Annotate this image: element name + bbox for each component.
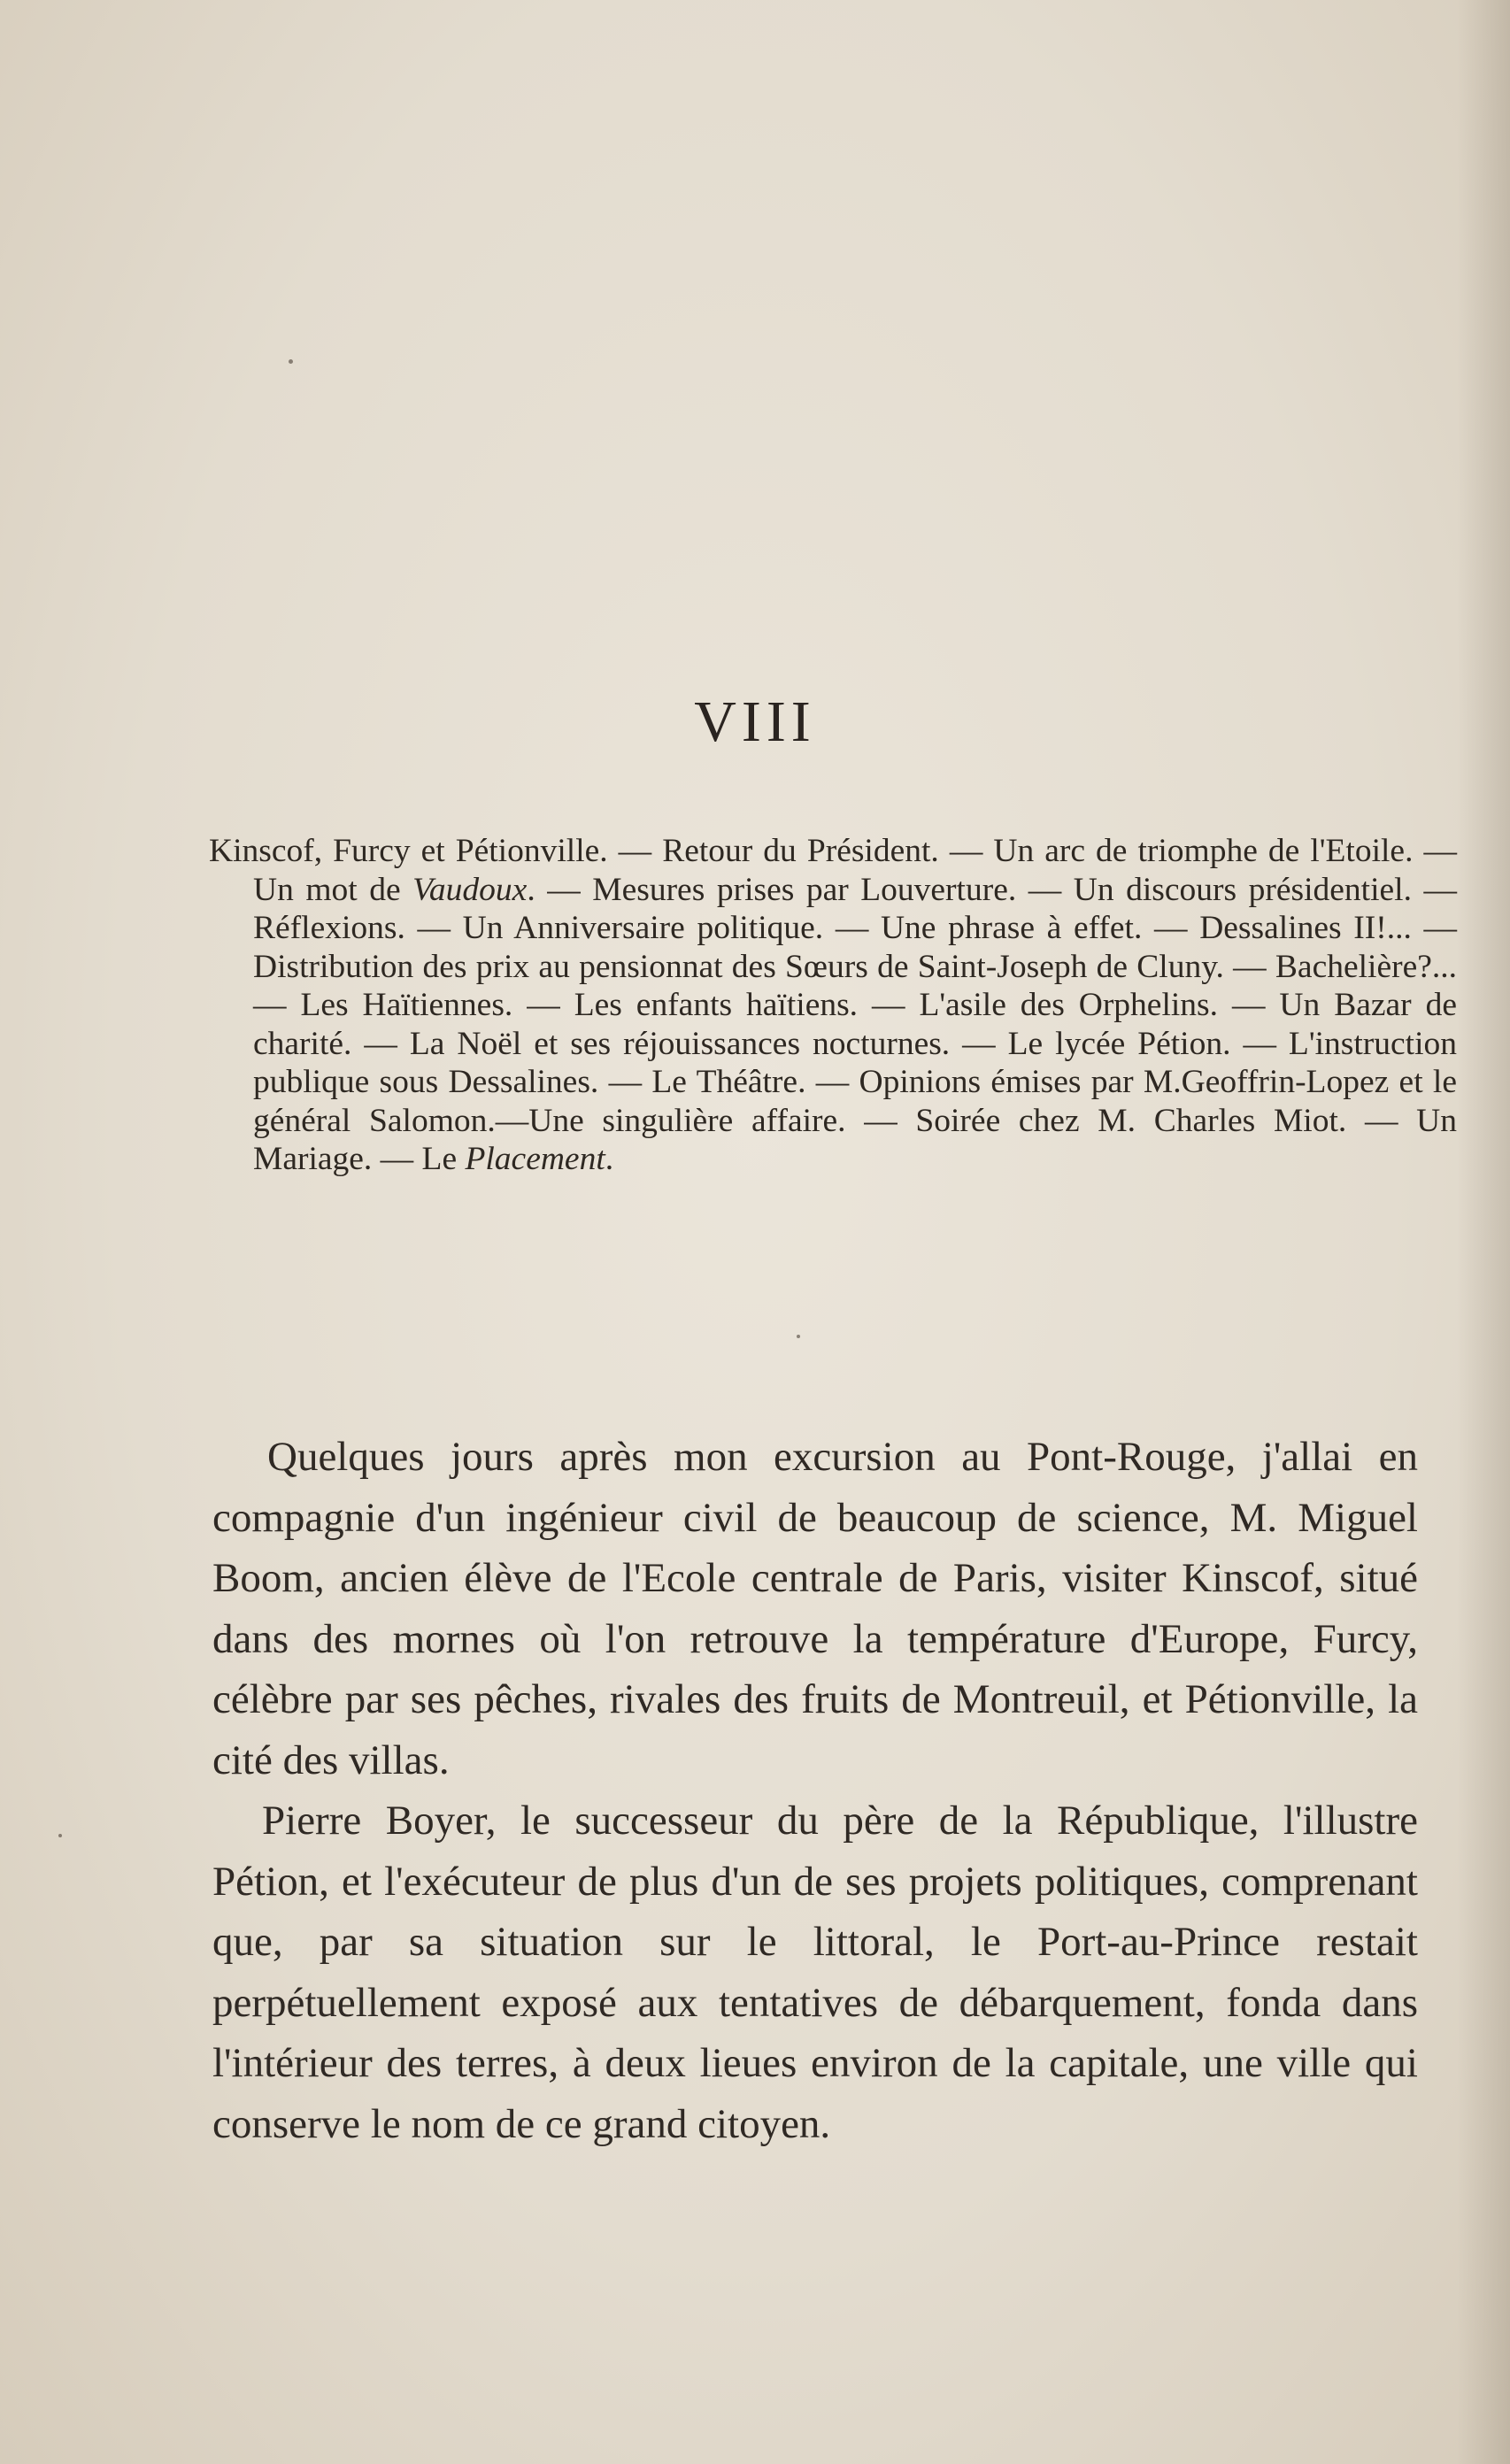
summary-italic-placement: Placement	[465, 1141, 605, 1177]
ink-speck	[58, 1834, 62, 1837]
summary-italic-vaudoux: Vaudoux	[412, 871, 528, 908]
body-paragraph-1: Quelques jours après mon excursion au Pont-Rouge, j'allai en compagnie d'un ingénieur civil de beaucoup de science, M. Miguel Boom, ancien élève de l'Ecole centrale de Paris, visiter Kinscof, situé dans des mornes où l'on retrouve la température d'Europe, Furcy, célèbre par ses pêches, rivales des fruits de Montreuil, et Pétionville, la cité des villas.	[212, 1434, 1418, 1783]
page-edge-shadow	[1457, 0, 1510, 2464]
summary-text-2: . — Mesures prises par Louverture. — Un discours présidentiel. — Réflexions. — Un Anniversaire politique. — Une phrase à effet. — Dessalines II!... — Distribution des prix au pensionnat des Sœurs de Saint-Joseph de Cluny. — Bachelière?... — Les Haïtiennes. — Les enfants haïtiens. — L'asile des Orphelins. — Un Bazar de charité. — La Noël et ses réjouissances nocturnes. — Le lycée Pétion. — L'instruction publique sous Dessalines. — Le Théâtre. — Opinions émises par M.Geoffrin-Lopez et le général Salomon.—Une singulière affaire. — Soirée chez M. Charles Miot. — Un Mariage. — Le	[253, 871, 1457, 1177]
body-paragraph-2: Pierre Boyer, le successeur du père de la République, l'illustre Pétion, et l'exécuteur de plus d'un de ses projets politiques, comprenant que, par sa situation sur le littoral, le Port-au-Prince restait perpétuellement exposé aux tentatives de débarquement, fonda dans l'intérieur des terres, à deux lieues environ de la capitale, une ville qui conserve le nom de ce grand citoyen.	[212, 1798, 1418, 2147]
summary-text-end: .	[605, 1141, 614, 1177]
chapter-summary	[209, 832, 1457, 1179]
ink-speck	[289, 359, 293, 364]
chapter-body	[212, 1427, 1418, 2154]
ink-speck	[797, 1335, 800, 1338]
summary-text-1: Kinscof, Furcy et Pétionville. — Retour du Président. — Un arc de triomphe de l'Etoile. — Un mot de	[209, 833, 1457, 908]
chapter-number: VIII	[694, 689, 816, 754]
